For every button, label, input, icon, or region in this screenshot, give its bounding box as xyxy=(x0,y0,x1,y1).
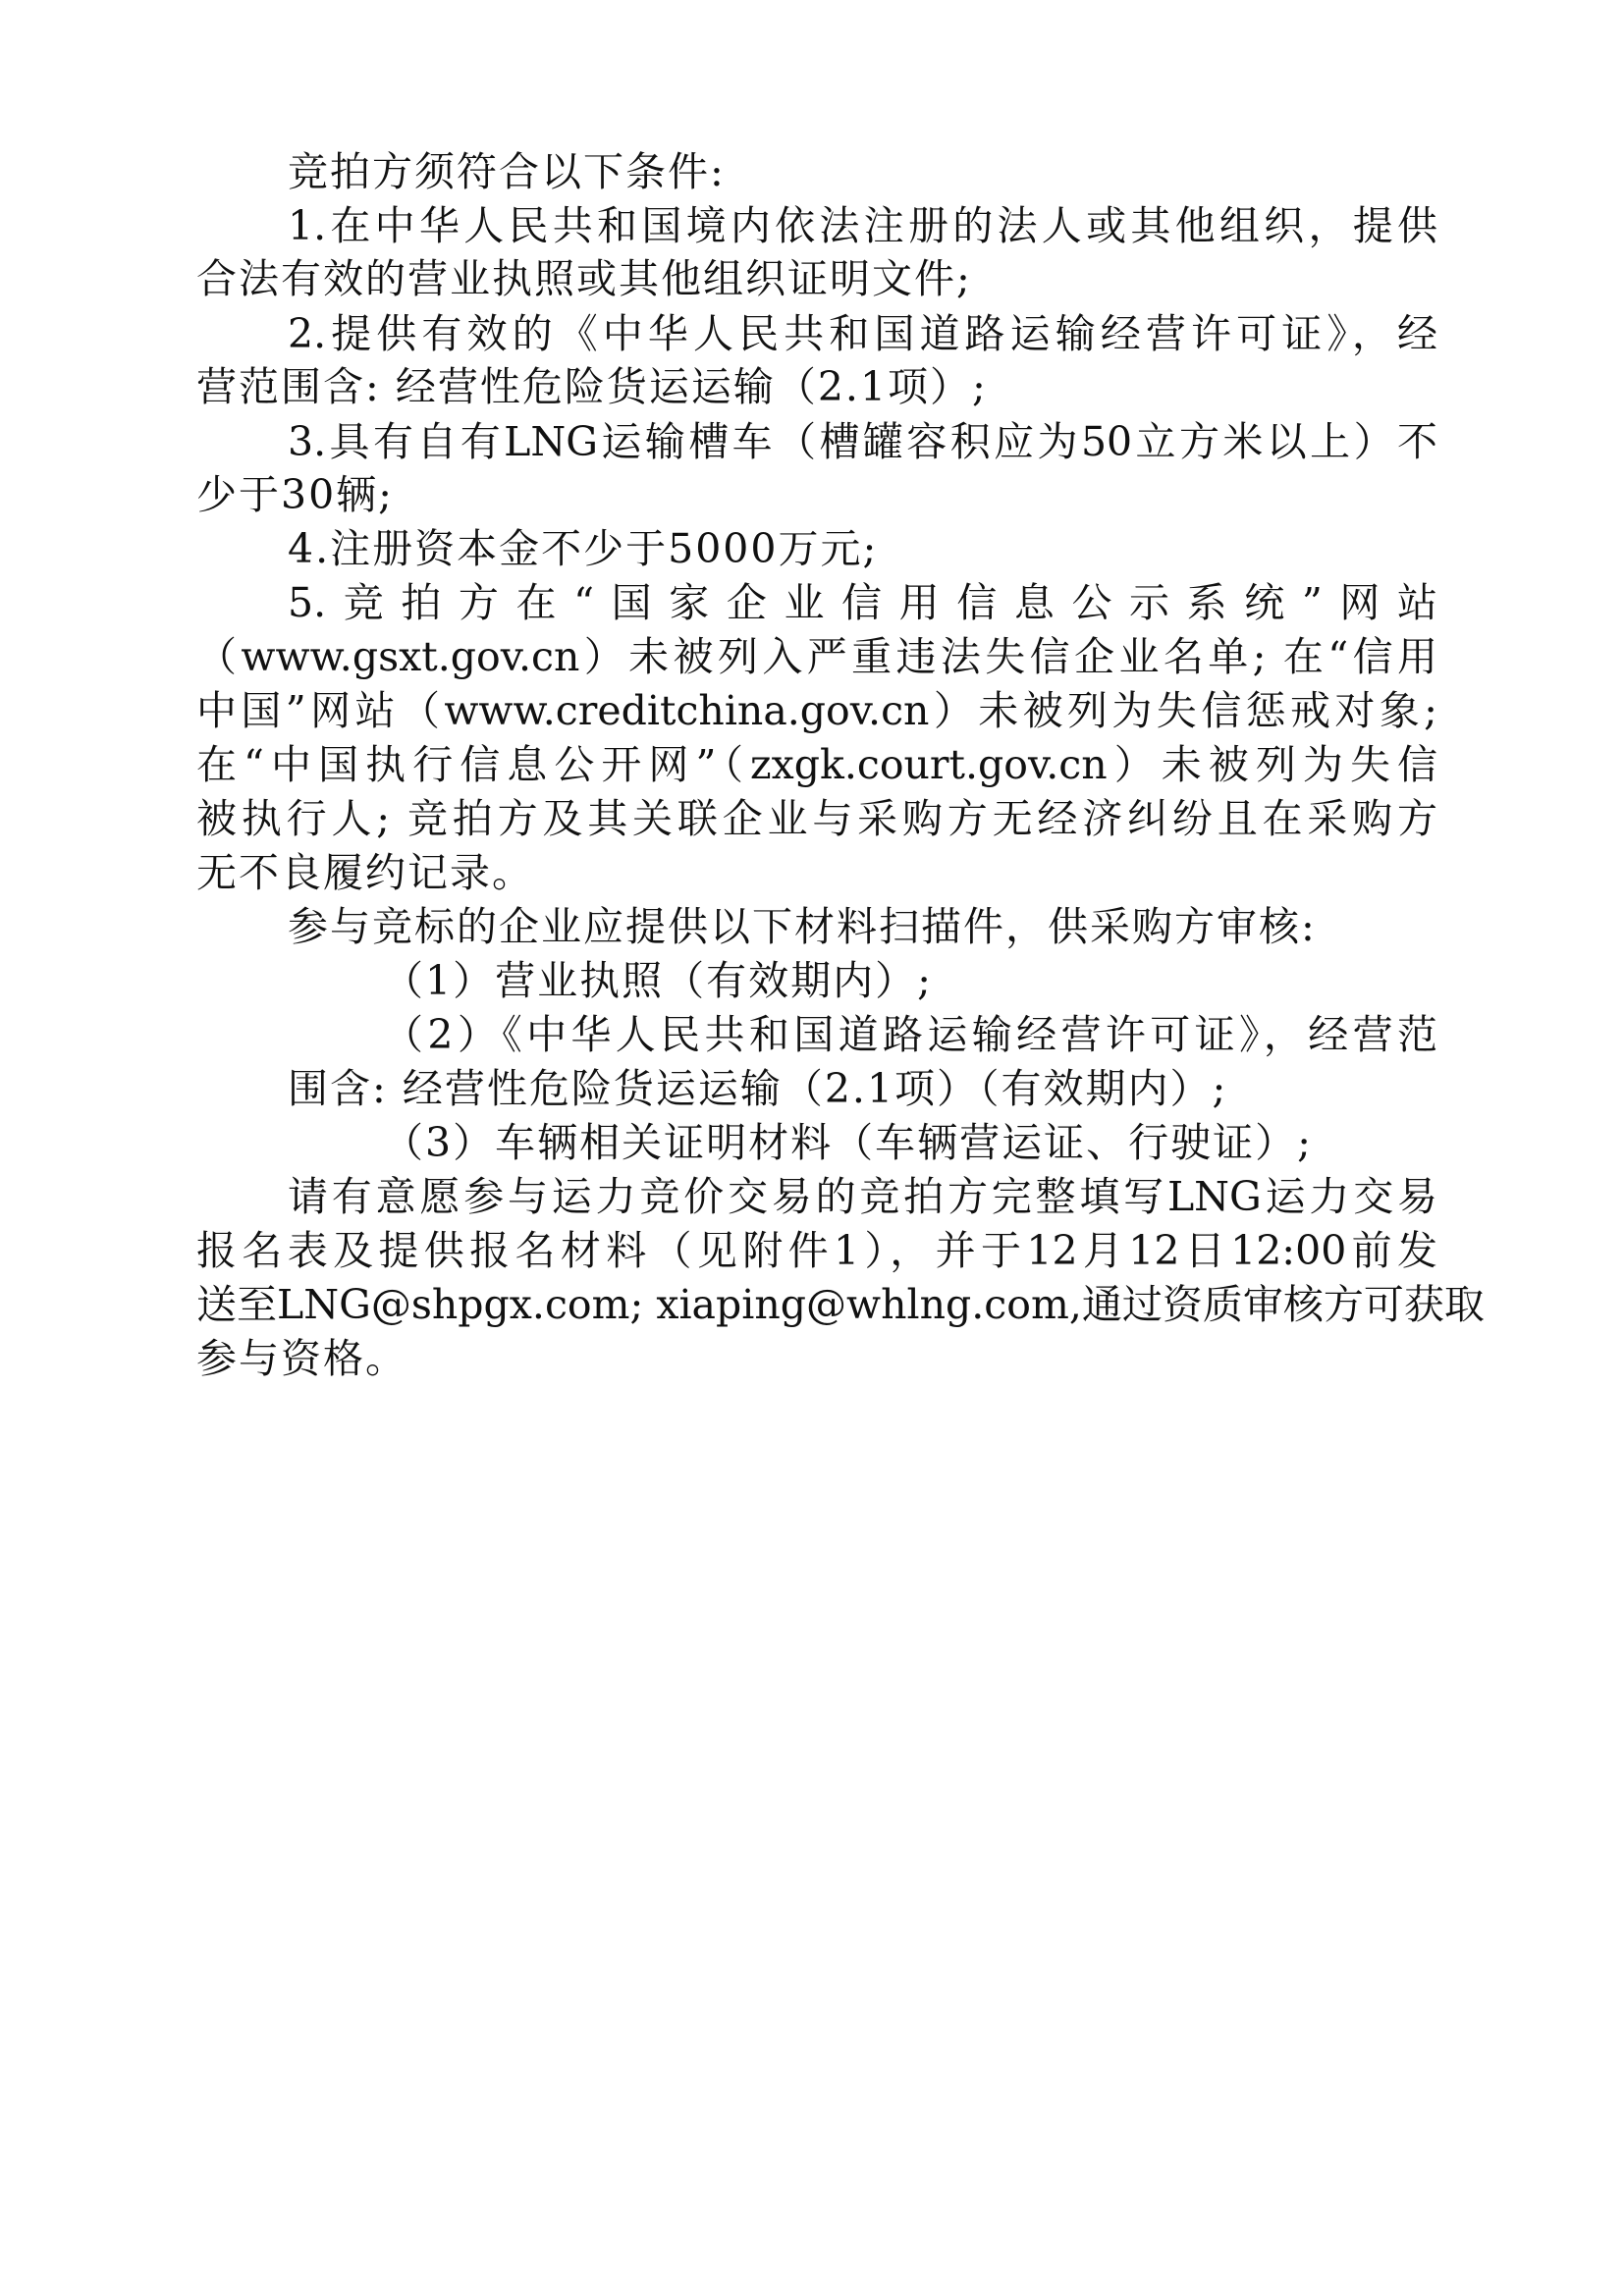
registration-line-4: 参与资格。 xyxy=(196,1335,407,1382)
condition-2-line-2: 营范围含: 经营性危险货运运输（2.1项）; xyxy=(196,363,988,410)
condition-4: 4.注册资本金不少于5000万元; xyxy=(288,525,879,572)
material-3: （3）车辆相关证明材料（车辆营运证、行驶证）; xyxy=(383,1119,1313,1166)
material-2-line-2: 围含: 经营性危险货运运输（2.1项）（有效期内）; xyxy=(288,1065,1228,1112)
registration-line-1: 请有意愿参与运力竞价交易的竞拍方完整填写LNG运力交易 xyxy=(288,1173,1437,1220)
material-2-line-1: （2）《中华人民共和国道路运输经营许可证》，经营范 xyxy=(383,1011,1437,1058)
conditions-intro: 竞拍方须符合以下条件: xyxy=(288,148,726,195)
material-1: （1）营业执照（有效期内）; xyxy=(383,957,933,1004)
condition-2-line-1: 2.提供有效的《中华人民共和国道路运输经营许可证》，经 xyxy=(288,310,1437,357)
registration-line-3: 送至LNG@shpgx.com; xiaping@whlng.com,通过资质审核方可获取 xyxy=(196,1281,1485,1328)
condition-5-line-4: 在“中国执行信息公开网”（zxgk.court.gov.cn）未被列为失信 xyxy=(196,741,1437,788)
condition-1-line-2: 合法有效的营业执照或其他组织证明文件; xyxy=(196,255,972,302)
materials-intro: 参与竞标的企业应提供以下材料扫描件，供采购方审核: xyxy=(288,903,1317,950)
condition-5-line-2: （www.gsxt.gov.cn）未被列入严重违法失信企业名单; 在“信用 xyxy=(196,633,1437,680)
condition-3-line-2: 少于30辆; xyxy=(196,471,394,518)
condition-5-line-1: 5.竞拍方在“国家企业信用信息公示系统”网站 xyxy=(288,579,1437,626)
condition-3-line-1: 3.具有自有LNG运输槽车（槽罐容积应为50立方米以上）不 xyxy=(288,418,1437,465)
condition-5-line-3: 中国”网站（www.creditchina.gov.cn）未被列为失信惩戒对象; xyxy=(196,687,1437,734)
condition-5-line-5: 被执行人; 竞拍方及其关联企业与采购方无经济纠纷且在采购方 xyxy=(196,795,1437,842)
registration-line-2: 报名表及提供报名材料（见附件1），并于12月12日12:00前发 xyxy=(196,1227,1437,1274)
condition-1-line-1: 1.在中华人民共和国境内依法注册的法人或其他组织，提供 xyxy=(288,202,1437,249)
condition-5-line-6: 无不良履约记录。 xyxy=(196,849,534,896)
